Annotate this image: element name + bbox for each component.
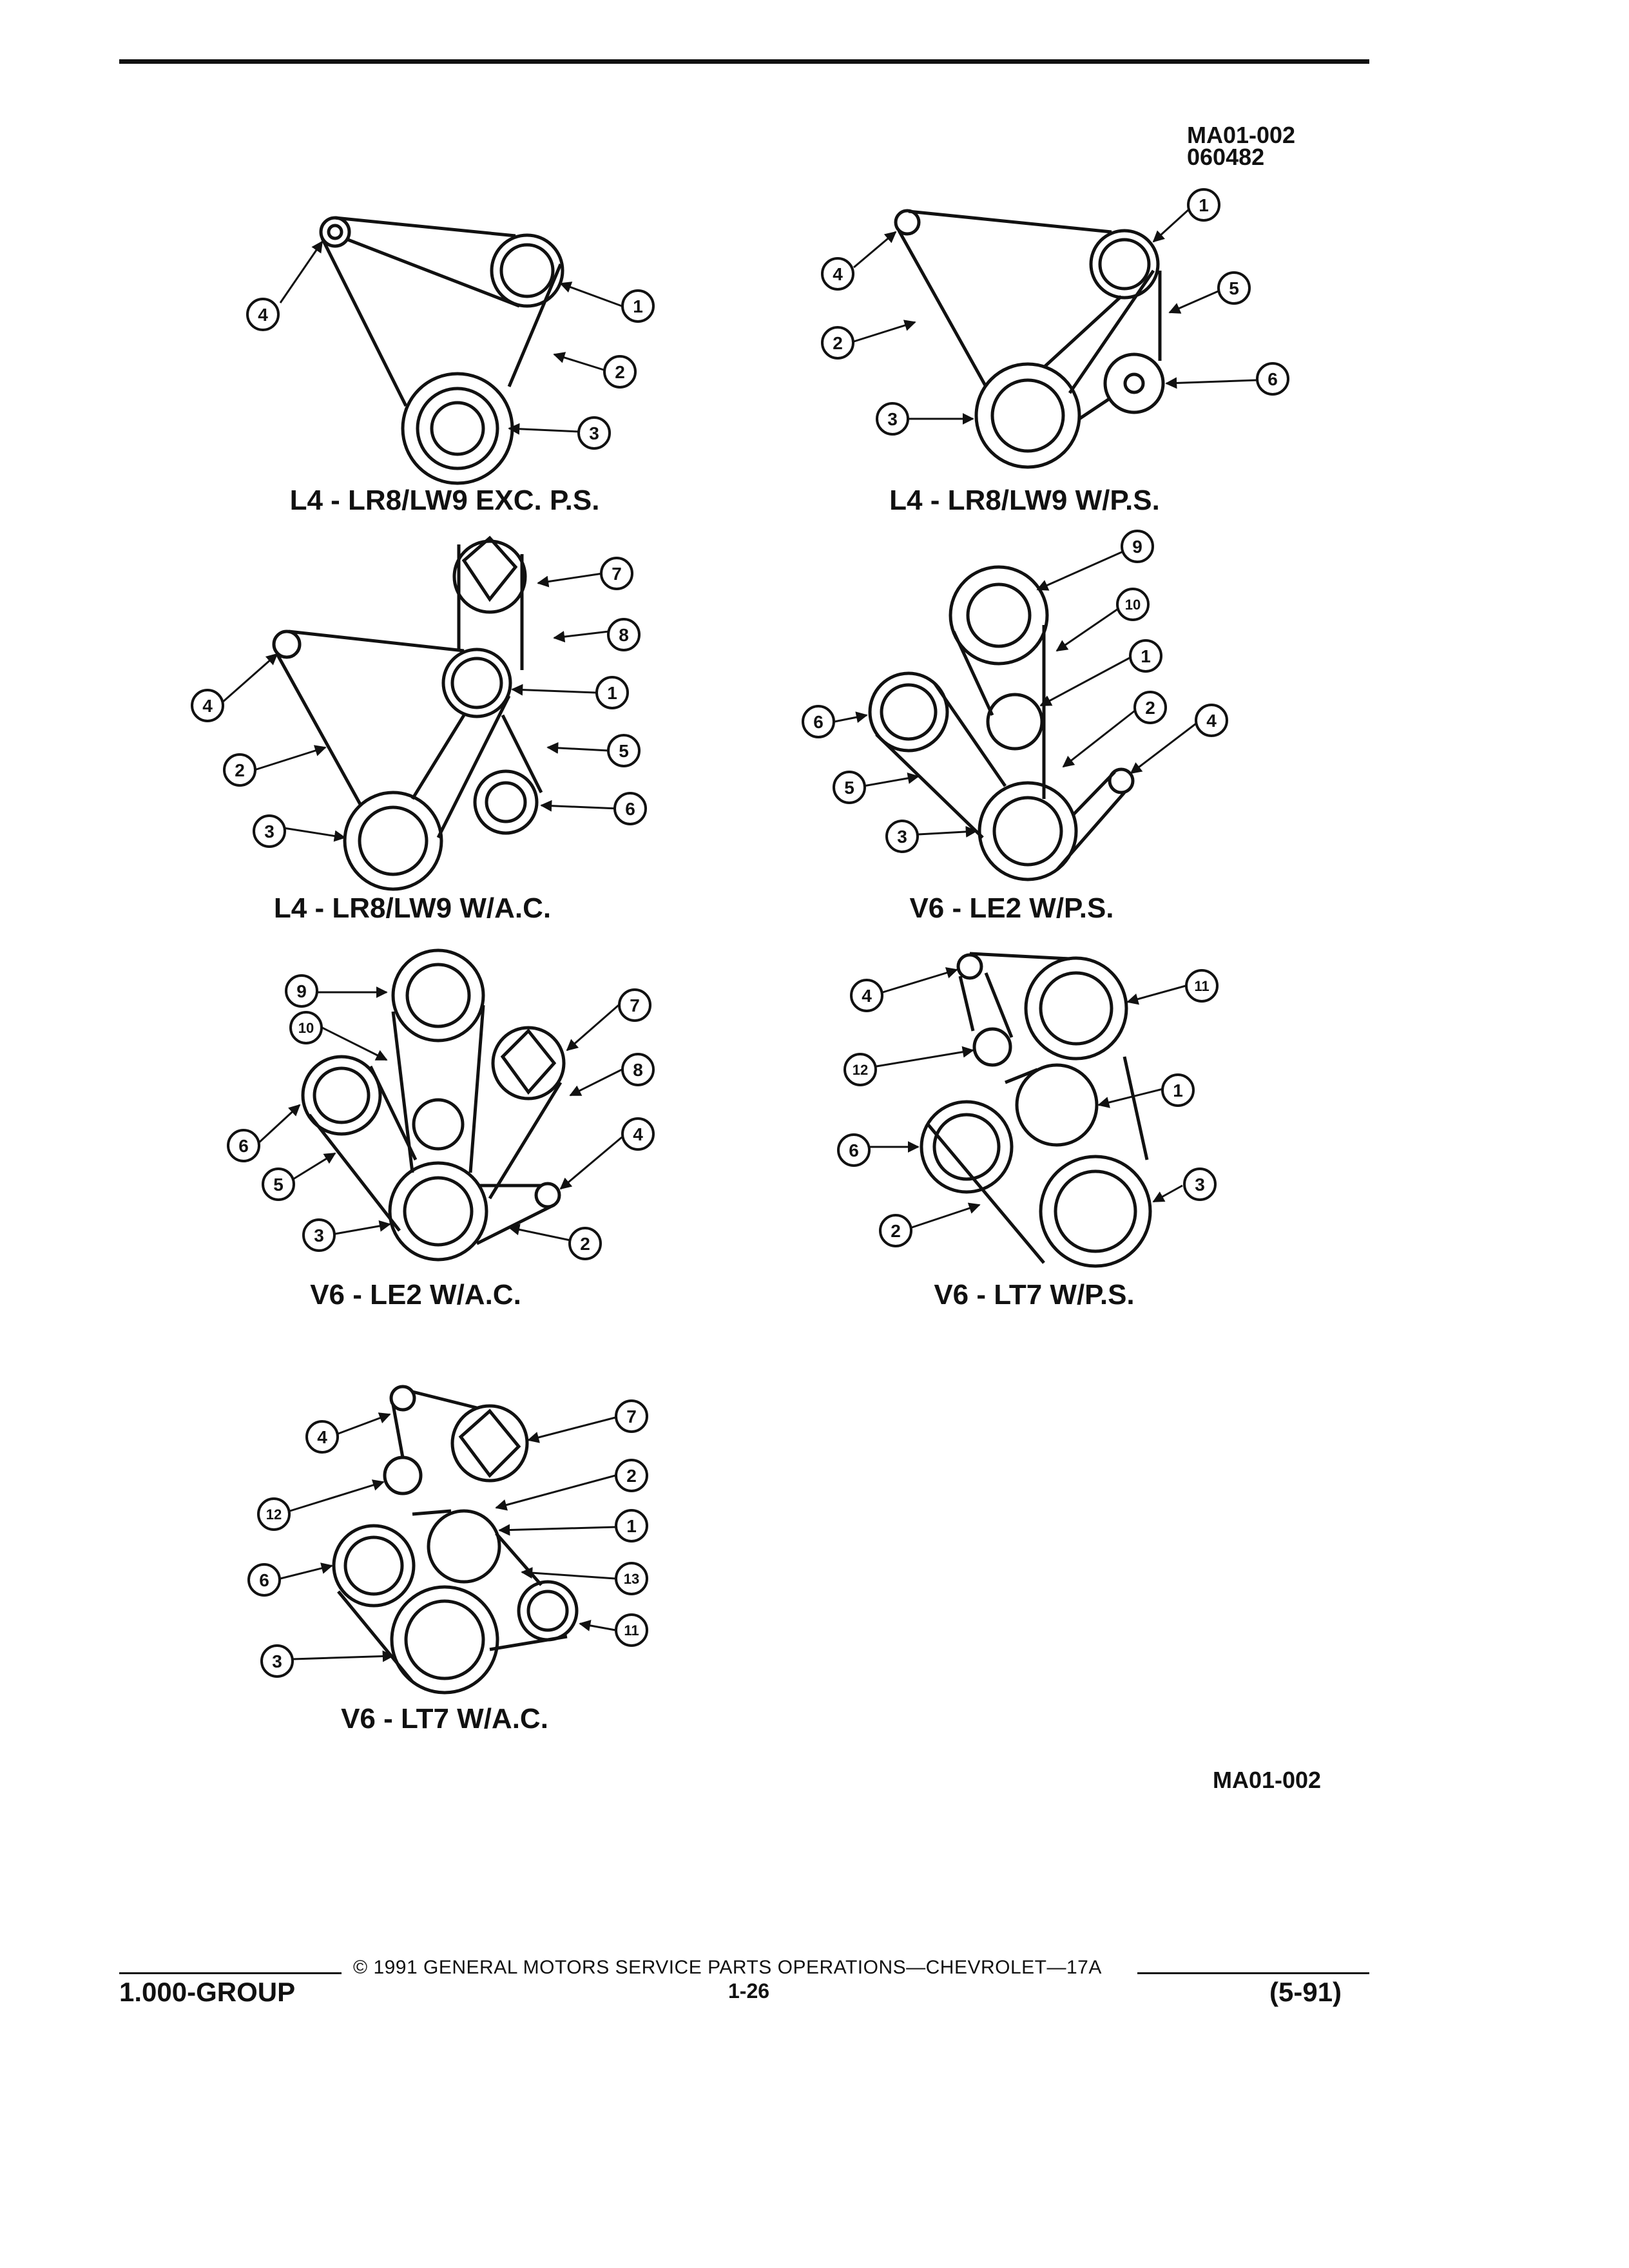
callout-number: 12 bbox=[852, 1062, 869, 1078]
callout-number: 2 bbox=[891, 1221, 901, 1241]
callout-number: 6 bbox=[1268, 369, 1278, 389]
diagram-caption: L4 - LR8/LW9 W/P.S. bbox=[889, 485, 1160, 516]
callout-number: 6 bbox=[813, 712, 824, 732]
callout-number: 1 bbox=[1199, 195, 1209, 215]
callout-number: 5 bbox=[619, 741, 629, 761]
callout-number: 6 bbox=[238, 1136, 249, 1156]
idler-pulley bbox=[274, 631, 300, 657]
diagram-l4-exc-ps bbox=[321, 218, 563, 483]
diagram-v6-le2-ac bbox=[303, 950, 564, 1260]
callout-number: 3 bbox=[897, 827, 907, 847]
callout-number: 11 bbox=[624, 1622, 639, 1639]
callout-number: 12 bbox=[265, 1506, 282, 1523]
callout-number: 8 bbox=[633, 1060, 643, 1080]
callout-number: 4 bbox=[258, 305, 268, 325]
footer-rule-left bbox=[119, 1972, 342, 1974]
callout-number: 2 bbox=[235, 760, 245, 780]
alternator-pulley bbox=[414, 1100, 463, 1149]
diagram-l4-ac bbox=[274, 538, 541, 889]
callout-number: 5 bbox=[844, 778, 854, 798]
callout-number: 3 bbox=[1195, 1175, 1205, 1195]
callout-number: 4 bbox=[1206, 711, 1217, 731]
idler-pulley bbox=[958, 955, 981, 978]
idler-pulley-2 bbox=[974, 1029, 1010, 1065]
page-number: 1-26 bbox=[728, 1979, 770, 2003]
footer-rule-right bbox=[1137, 1972, 1369, 1974]
callout-number: 2 bbox=[626, 1466, 637, 1486]
diagram-caption: L4 - LR8/LW9 EXC. P.S. bbox=[289, 485, 600, 516]
alternator-pulley bbox=[1017, 1065, 1097, 1145]
callout-number: 5 bbox=[273, 1175, 284, 1195]
alternator-pulley bbox=[429, 1511, 499, 1582]
callout-number: 4 bbox=[833, 264, 843, 284]
callout-number: 7 bbox=[630, 995, 640, 1015]
diagram-v6-lt7-ac bbox=[334, 1387, 577, 1693]
drive-belt bbox=[335, 218, 516, 236]
power-steering-pulley bbox=[1105, 354, 1163, 412]
callout-number: 4 bbox=[633, 1124, 643, 1144]
figure-date: 060482 bbox=[1187, 144, 1265, 170]
diagram-v6-lt7-ps bbox=[921, 954, 1150, 1266]
callout-number: 3 bbox=[264, 822, 275, 841]
callout-number: 3 bbox=[887, 409, 898, 429]
callout-number: 6 bbox=[625, 799, 635, 819]
drive-belt bbox=[393, 1405, 403, 1457]
alternator-pulley bbox=[988, 695, 1042, 749]
callout-number: 6 bbox=[259, 1570, 269, 1590]
callout-number: 9 bbox=[296, 981, 307, 1001]
callout-number: 4 bbox=[862, 986, 872, 1006]
drive-belt bbox=[289, 631, 464, 651]
diagram-caption: V6 - LE2 W/P.S. bbox=[909, 892, 1114, 924]
callout-number: 5 bbox=[1229, 278, 1239, 298]
callout-number: 1 bbox=[1141, 646, 1151, 666]
callout-number: 6 bbox=[849, 1140, 859, 1160]
callout-number: 4 bbox=[317, 1427, 327, 1447]
callout-number: 3 bbox=[589, 423, 599, 443]
callout-number: 11 bbox=[1194, 978, 1210, 994]
callout-number: 1 bbox=[1173, 1081, 1183, 1100]
callout-number: 3 bbox=[314, 1225, 324, 1245]
callout-number: 8 bbox=[619, 625, 629, 645]
diagram-caption: V6 - LT7 W/A.C. bbox=[341, 1703, 548, 1735]
callout-number: 2 bbox=[615, 362, 625, 382]
idler-pulley-2 bbox=[385, 1457, 421, 1494]
callout-number: 3 bbox=[272, 1651, 282, 1671]
copyright-text: © 1991 GENERAL MOTORS SERVICE PARTS OPERATIONS—CHEVROLET—17A bbox=[353, 1957, 1102, 1978]
callout-number: 1 bbox=[633, 296, 643, 316]
drive-belt bbox=[909, 211, 1112, 232]
figure-id: MA01-002 bbox=[1187, 122, 1296, 148]
section-group: 1.000-GROUP bbox=[119, 1977, 296, 2007]
callout-number: 10 bbox=[298, 1020, 314, 1036]
callout-number: 7 bbox=[626, 1407, 637, 1427]
power-steering-pulley bbox=[950, 567, 1047, 664]
callout-number: 9 bbox=[1132, 537, 1142, 557]
callout-number: 13 bbox=[623, 1571, 640, 1587]
diagram-l4-ps bbox=[896, 211, 1163, 467]
callout-number: 2 bbox=[1145, 698, 1155, 718]
callout-number: 10 bbox=[1124, 597, 1141, 613]
idler-pulley bbox=[896, 211, 919, 234]
drive-belt bbox=[970, 954, 1070, 959]
revision-date: (5-91) bbox=[1269, 1977, 1342, 2007]
power-steering-pulley bbox=[475, 771, 537, 833]
diagram-caption: V6 - LT7 W/P.S. bbox=[934, 1279, 1135, 1311]
callout-number: 2 bbox=[580, 1234, 590, 1254]
callout-number: 4 bbox=[202, 696, 213, 716]
diagram-caption: L4 - LR8/LW9 W/A.C. bbox=[273, 892, 552, 924]
callout-number: 1 bbox=[607, 683, 617, 703]
callout-number: 1 bbox=[626, 1516, 637, 1536]
diagram-caption: V6 - LE2 W/A.C. bbox=[310, 1279, 521, 1311]
callout-number: 7 bbox=[612, 564, 622, 584]
callout-number: 2 bbox=[833, 333, 843, 353]
figure-id-footer: MA01-002 bbox=[1213, 1767, 1322, 1793]
